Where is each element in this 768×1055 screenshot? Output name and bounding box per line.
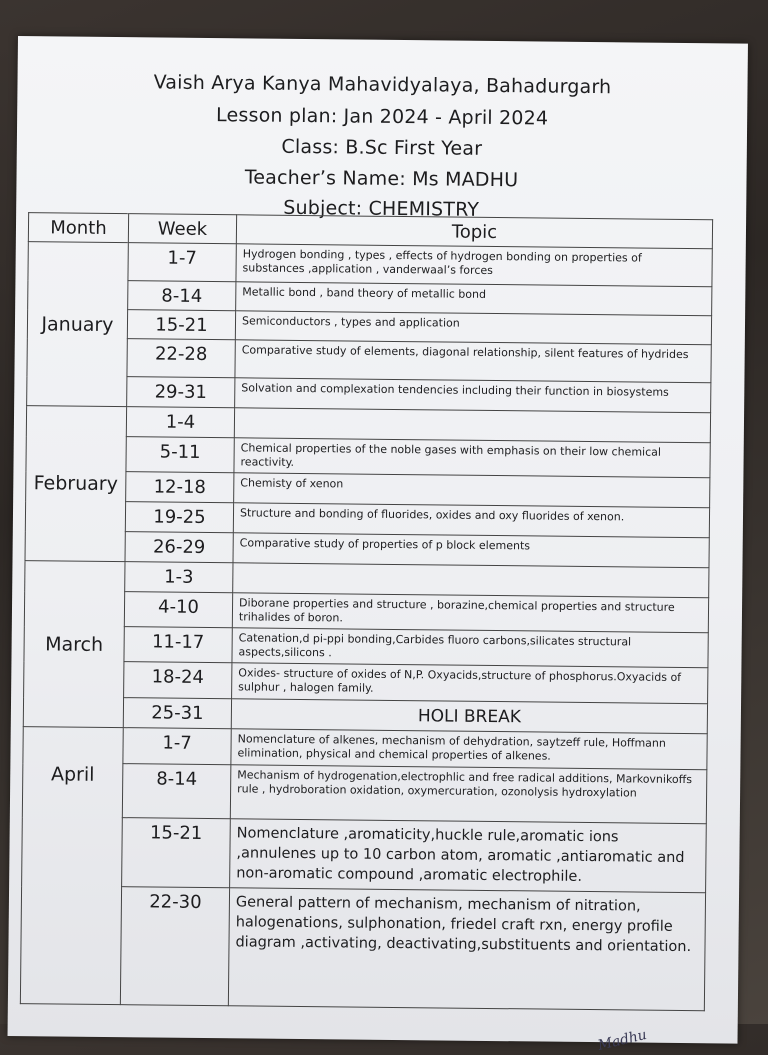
table-row: [22, 763, 707, 824]
topic-cell: Nomenclature ,aromaticity,huckle rule,aromatic ions ,annulenes up to 10 carbon atom, aromatic ,antiaromatic and non-aromatic compound ,aromatic electrophile.: [230, 819, 707, 893]
topic-cell: Nomenclature of alkenes, mechanism of dehydration, saytzeff rule, Hoffmann elimination, physical and chemical properties of alkenes.: [231, 729, 707, 770]
week-cell: 1-7: [123, 728, 231, 765]
college-name: Vaish Arya Kanya Mahavidyalaya, Bahadurgarh: [153, 71, 612, 99]
topic-cell: Metallic bond , band theory of metallic bond: [236, 282, 712, 316]
topic-cell: [233, 563, 709, 598]
topic-cell: General pattern of mechanism, mechanism of nitration, halogenations, sulphonation, friedel craft rxn, energy profile diagram ,activating, deactivating,substituents and orientation.: [228, 888, 705, 1011]
month-march: March: [23, 561, 125, 728]
topic-cell: Hydrogen bonding , types , effects of hydrogen bonding on properties of substances ,application , vanderwaal’s forces: [236, 244, 712, 287]
week-cell: 8-14: [122, 764, 231, 819]
document-header: [18, 36, 748, 221]
week-cell: 1-3: [125, 562, 233, 593]
lesson-plan-sheet: [8, 36, 748, 1054]
holi-break-cell: HOLI BREAK: [231, 699, 707, 734]
week-cell: 5-11: [126, 437, 234, 473]
column-header-topic: Topic: [236, 215, 712, 249]
month-april: April: [20, 727, 123, 1005]
week-cell: 1-4: [126, 407, 234, 438]
month-january: January: [27, 242, 129, 407]
week-cell: 19-25: [125, 502, 233, 533]
week-cell: 22-30: [120, 887, 229, 1006]
topic-cell: Diborane properties and structure , borazine,chemical properties and structure trihalides of boron.: [232, 593, 708, 633]
table-row: [22, 817, 707, 893]
topic-cell: Chemisty of xenon: [234, 473, 710, 508]
week-cell: 22-28: [127, 339, 235, 378]
week-cell: 29-31: [127, 377, 235, 408]
teacher-name: Teacher’s Name: Ms MADHU: [244, 166, 519, 192]
teacher-signature: Madhu: [596, 1026, 649, 1054]
week-cell: 11-17: [124, 627, 232, 663]
topic-cell: Comparative study of elements, diagonal relationship, silent features of hydrides: [235, 340, 711, 383]
week-cell: 8-14: [128, 281, 236, 311]
topic-cell: Catenation,d pi-ppi bonding,Carbides fluoro carbons,silicates structural aspects,silicons .: [232, 628, 708, 668]
topic-cell: Comparative study of properties of p block elements: [233, 533, 709, 568]
week-cell: 15-21: [127, 310, 235, 340]
topic-cell: Chemical properties of the noble gases with emphasis on their low chemical reactivity.: [234, 438, 710, 478]
topic-cell: Mechanism of hydrogenation,electrophlic and free radical additions, Markovnikoffs rule , hydroboration oxidation, oxymercuration, ozonolysis hydroxylation: [230, 765, 707, 824]
week-cell: 4-10: [124, 592, 232, 628]
table-row: [20, 886, 705, 1011]
week-cell: 1-7: [128, 243, 236, 282]
week-cell: 26-29: [125, 532, 233, 563]
lesson-plan-period: Lesson plan: Jan 2024 - April 2024: [215, 104, 549, 130]
column-header-month: Month: [28, 213, 128, 243]
lesson-plan-table: [20, 212, 713, 1011]
week-cell: 12-18: [126, 472, 234, 503]
week-cell: 15-21: [122, 818, 231, 888]
week-cell: 18-24: [124, 662, 232, 699]
column-header-week: Week: [128, 214, 236, 244]
topic-cell: Structure and bonding of fluorides, oxides and oxy fluorides of xenon.: [233, 503, 709, 538]
month-february: February: [25, 406, 127, 562]
subject-name: Subject: CHEMISTRY: [283, 196, 480, 221]
topic-cell: Semiconductors , types and application: [235, 311, 711, 345]
topic-cell: Oxides- structure of oxides of N,P. Oxyacids,structure of phosphorus.Oxyacids of sulphur , halogen family.: [232, 663, 708, 704]
class-name: Class: B.Sc First Year: [281, 135, 483, 160]
topic-cell: [234, 408, 710, 443]
week-cell: 25-31: [123, 698, 231, 729]
topic-cell: Solvation and complexation tendencies including their function in biosystems: [235, 378, 711, 413]
